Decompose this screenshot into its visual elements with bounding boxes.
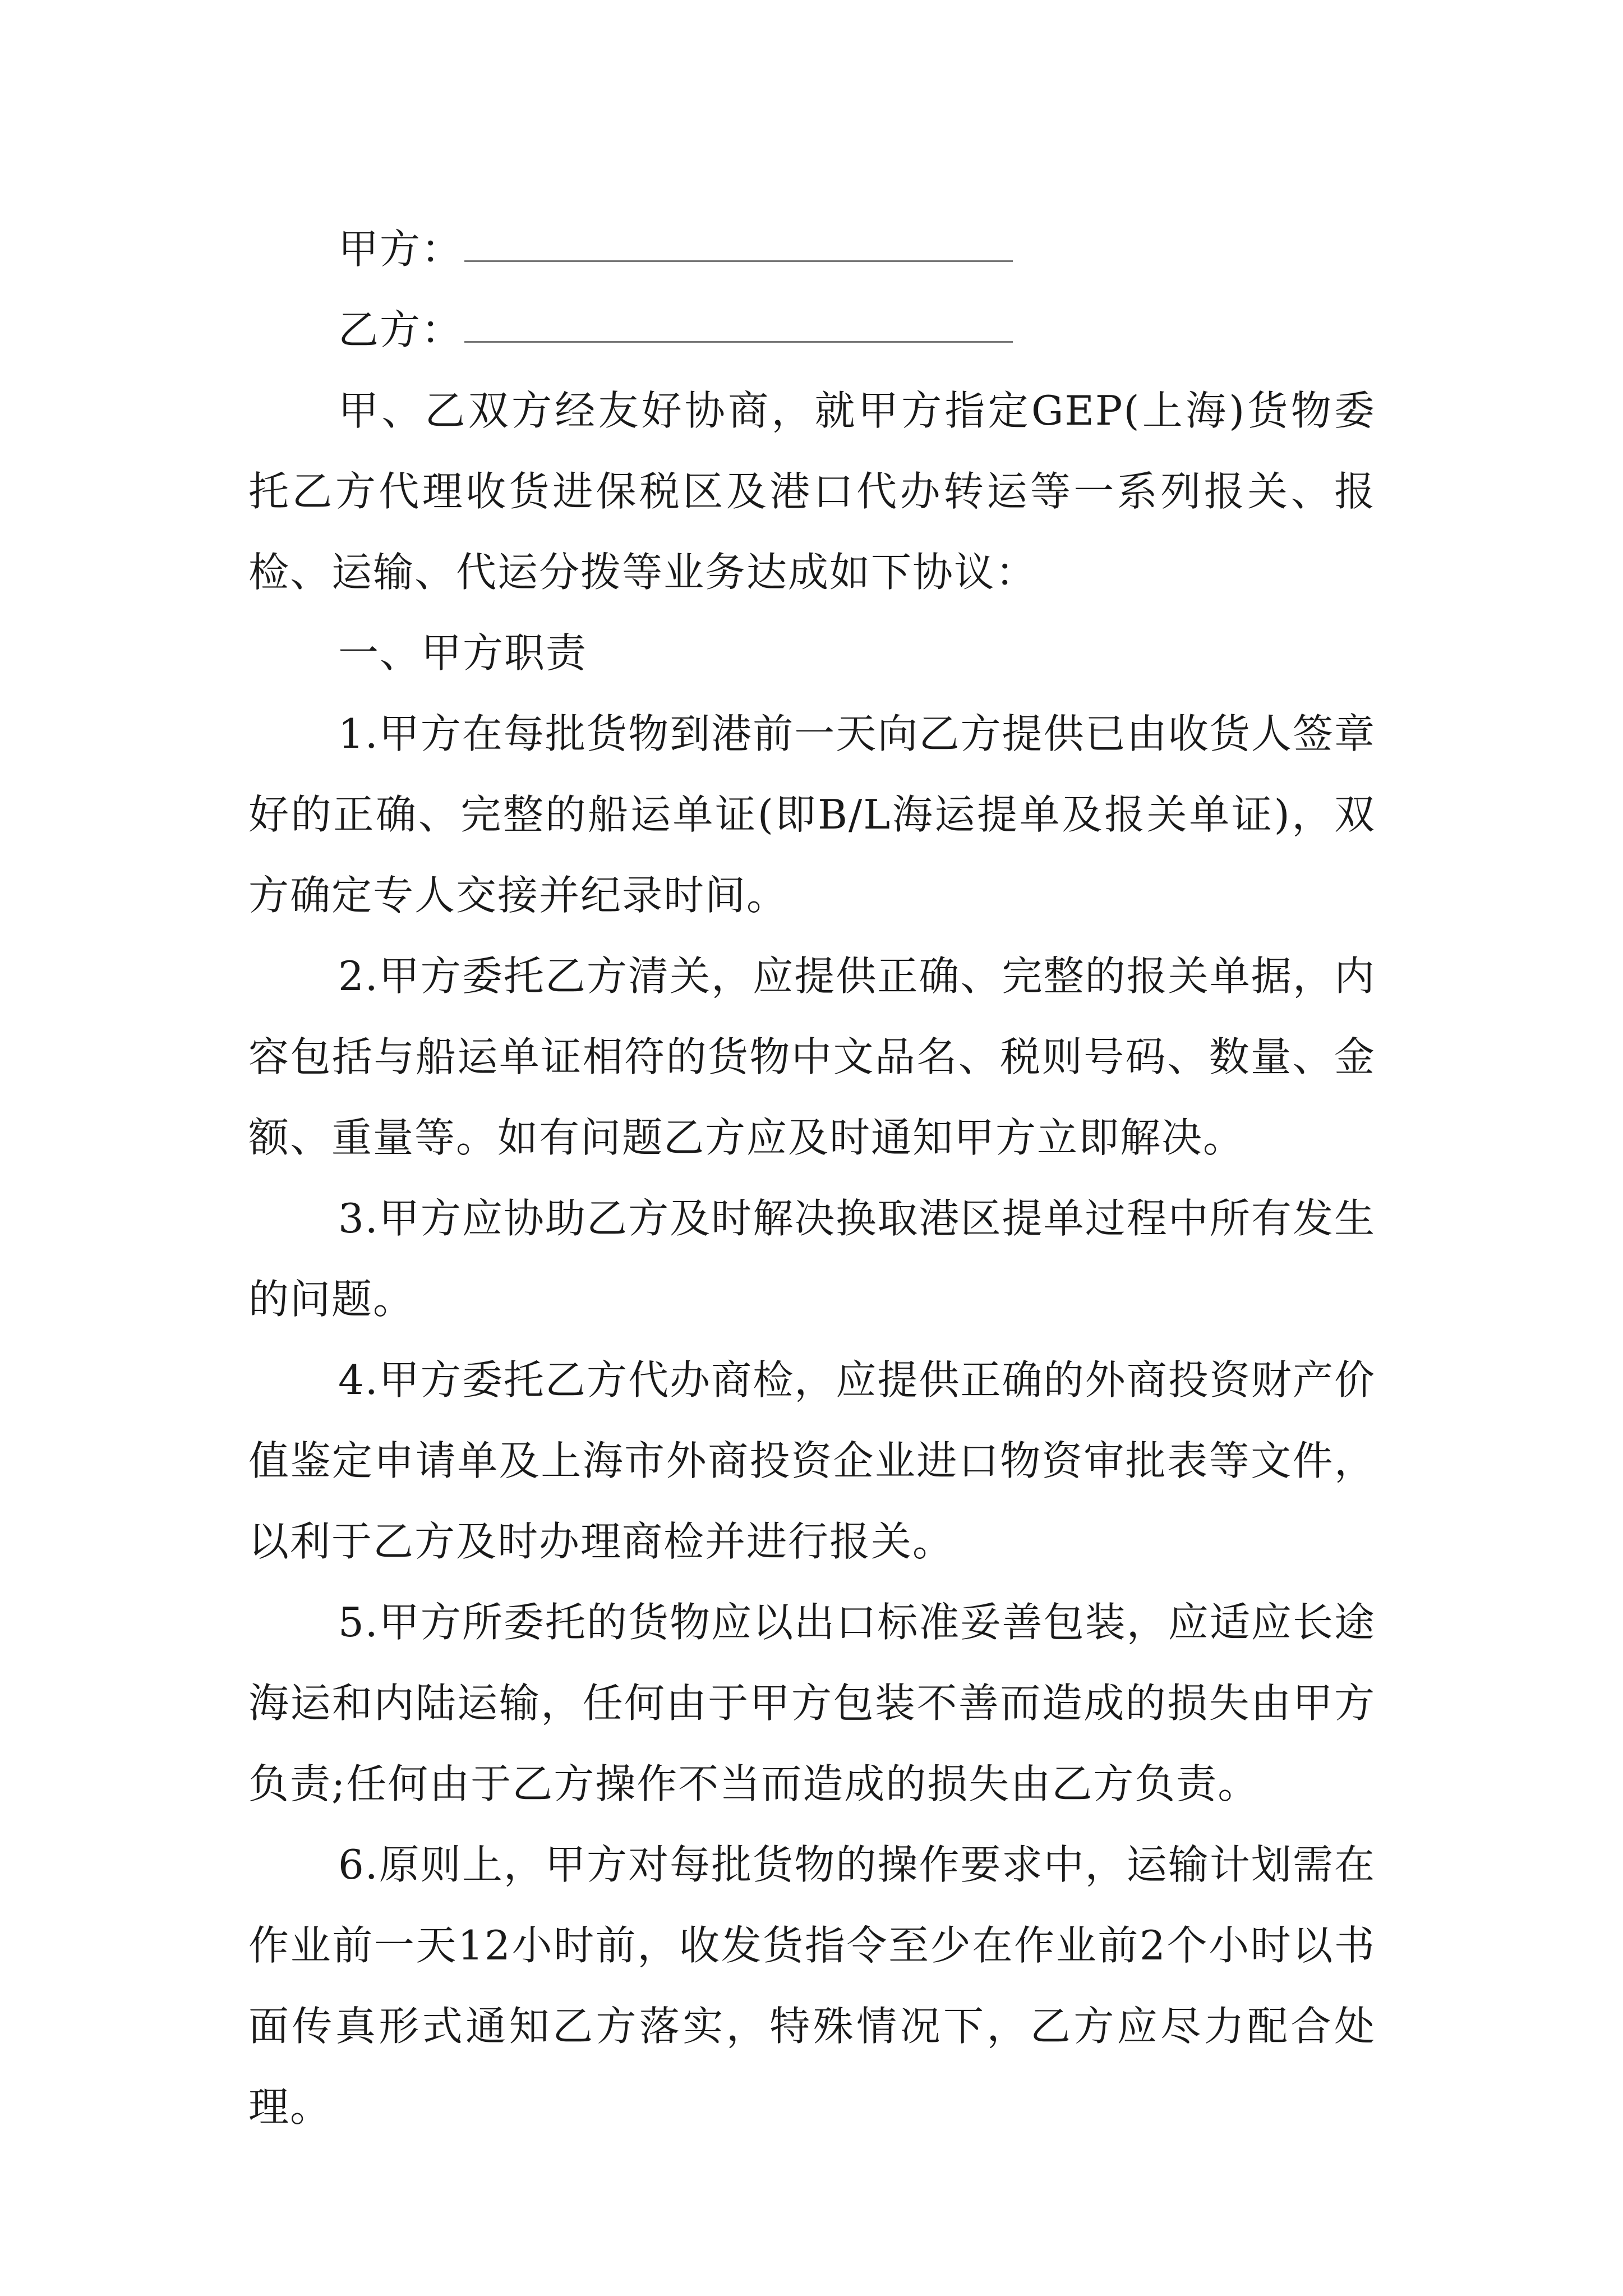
clause-6: 6.原则上，甲方对每批货物的操作要求中，运输计划需在作业前一天12小时前，收发货指令至少在作业前2个小时以书面传真形式通知乙方落实，特殊情况下，乙方应尽力配合处理。	[248, 1841, 1376, 2131]
party-a-blank-field	[464, 260, 1013, 262]
party-a-label: 甲方：	[338, 226, 463, 273]
party-b-label: 乙方：	[338, 306, 463, 353]
party-a-line	[248, 209, 1376, 289]
clause-2: 2.甲方委托乙方清关，应提供正确、完整的报关单据，内容包括与船运单证相符的货物中文品名、税则号码、数量、金额、重量等。如有问题乙方应及时通知甲方立即解决。	[248, 953, 1376, 1161]
party-b-line	[248, 289, 1376, 370]
clause-1: 1.甲方在每批货物到港前一天向乙方提供已由收货人签章好的正确、完整的船运单证(即B/L海运提单及报关单证)，双方确定专人交接并纪录时间。	[248, 710, 1376, 919]
intro-paragraph: 甲、乙双方经友好协商，就甲方指定GEP(上海)货物委托乙方代理收货进保税区及港口代办转运等一系列报关、报检、运输、代运分拨等业务达成如下协议：	[248, 387, 1376, 596]
clause-5: 5.甲方所委托的货物应以出口标准妥善包装，应适应长途海运和内陆运输，任何由于甲方包装不善而造成的损失由甲方负责;任何由于乙方操作不当而造成的损失由乙方负责。	[248, 1599, 1376, 1807]
clause-4: 4.甲方委托乙方代办商检，应提供正确的外商投资财产价值鉴定申请单及上海市外商投资企业进口物资审批表等文件，以利于乙方及时办理商检并进行报关。	[248, 1356, 1376, 1565]
clause-3: 3.甲方应协助乙方及时解决换取港区提单过程中所有发生的问题。	[248, 1195, 1376, 1323]
section-1-heading: 一、甲方职责	[338, 629, 588, 677]
party-b-blank-field	[464, 341, 1013, 343]
contract-body	[248, 209, 1376, 2147]
